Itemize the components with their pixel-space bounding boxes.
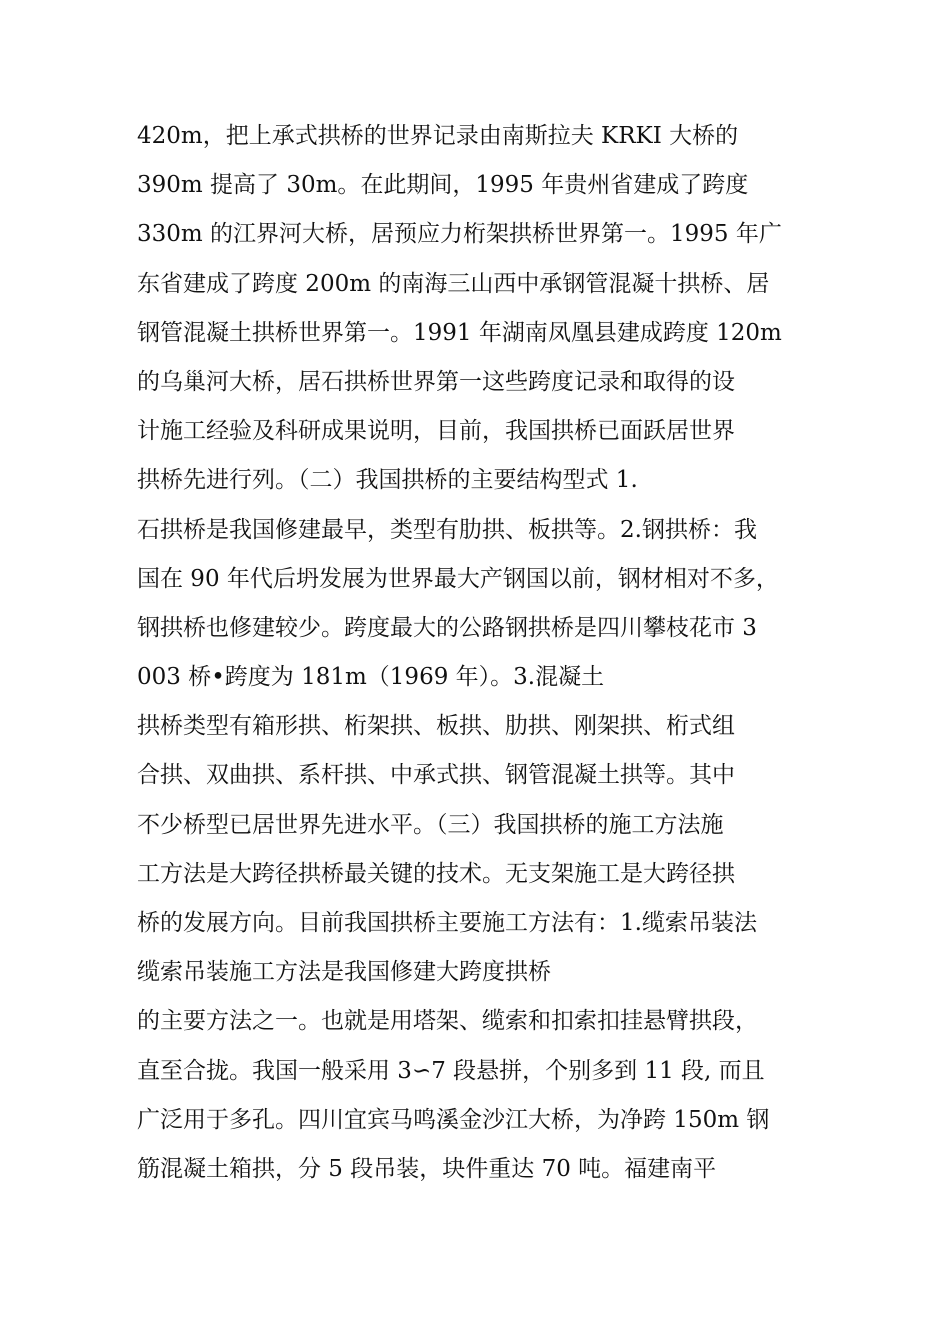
- body-text: [137, 112, 827, 1194]
- text-line: 拱桥类型有箱形拱、桁架拱、板拱、肋拱、刚架拱、桁式组: [137, 713, 735, 740]
- text-line: 的乌巢河大桥，居石拱桥世界第一这些跨度记录和取得的设: [137, 368, 735, 395]
- text-line: 直至合拢。我国一般采用 3∽7 段悬拼，个别多到 11 段, 而且: [137, 1057, 765, 1084]
- text-line: 国在 90 年代后坍发展为世界最大产钢国以前，钢材相对不多，: [137, 565, 779, 592]
- text-line: 广泛用于多孔。四川宜宾马鸣溪金沙江大桥，为净跨 150m 钢: [137, 1106, 770, 1133]
- text-line: 合拱、双曲拱、系杆拱、中承式拱、钢管混凝土拱等。其中: [137, 762, 735, 789]
- text-line: 003 桥•跨度为 181m（1969 年）。3.混凝土: [137, 664, 605, 691]
- text-line: 390m 提高了 30m。在此期间，1995 年贵州省建成了跨度: [137, 172, 749, 199]
- text-line: 钢拱桥也修建较少。跨度最大的公路钢拱桥是四川攀枝花市 3: [137, 614, 757, 641]
- text-line: 计施工经验及科研成果说明，目前，我国拱桥已面跃居世界: [137, 418, 735, 445]
- text-line: 420m，把上承式拱桥的世界记录由南斯拉夫 KRKI 大桥的: [137, 123, 739, 149]
- text-line: 拱桥先进行列。（二）我国拱桥的主要结构型式 1.: [137, 467, 638, 494]
- text-line: 石拱桥是我国修建最早，类型有肋拱、板拱等。2.钢拱桥：我: [137, 516, 757, 543]
- text-line: 东省建成了跨度 200m 的南海三山西中承钢管混凝十拱桥、居: [137, 270, 770, 297]
- text-line: 桥的发展方向。目前我国拱桥主要施工方法有：1.缆索吊装法: [137, 910, 757, 936]
- text-line: 的主要方法之一。也就是用塔架、缆索和扣索扣挂悬臂拱段，: [137, 1008, 758, 1035]
- text-line: 缆索吊装施工方法是我国修建大跨度拱桥: [137, 959, 551, 986]
- text-line: 钢管混凝土拱桥世界第一。1991 年湖南凤凰县建成跨度 120m: [137, 319, 782, 346]
- text-line: 不少桥型已居世界先进水平。（三）我国拱桥的施工方法施: [137, 811, 724, 838]
- text-line: 330m 的江界河大桥，居预应力桁架拱桥世界第一。1995 年广: [137, 221, 782, 248]
- text-line: 工方法是大跨径拱桥最关键的技术。无支架施工是大跨径拱: [137, 860, 735, 887]
- text-line: 筋混凝土箱拱，分 5 段吊装，块件重达 70 吨。福建南平: [137, 1155, 717, 1182]
